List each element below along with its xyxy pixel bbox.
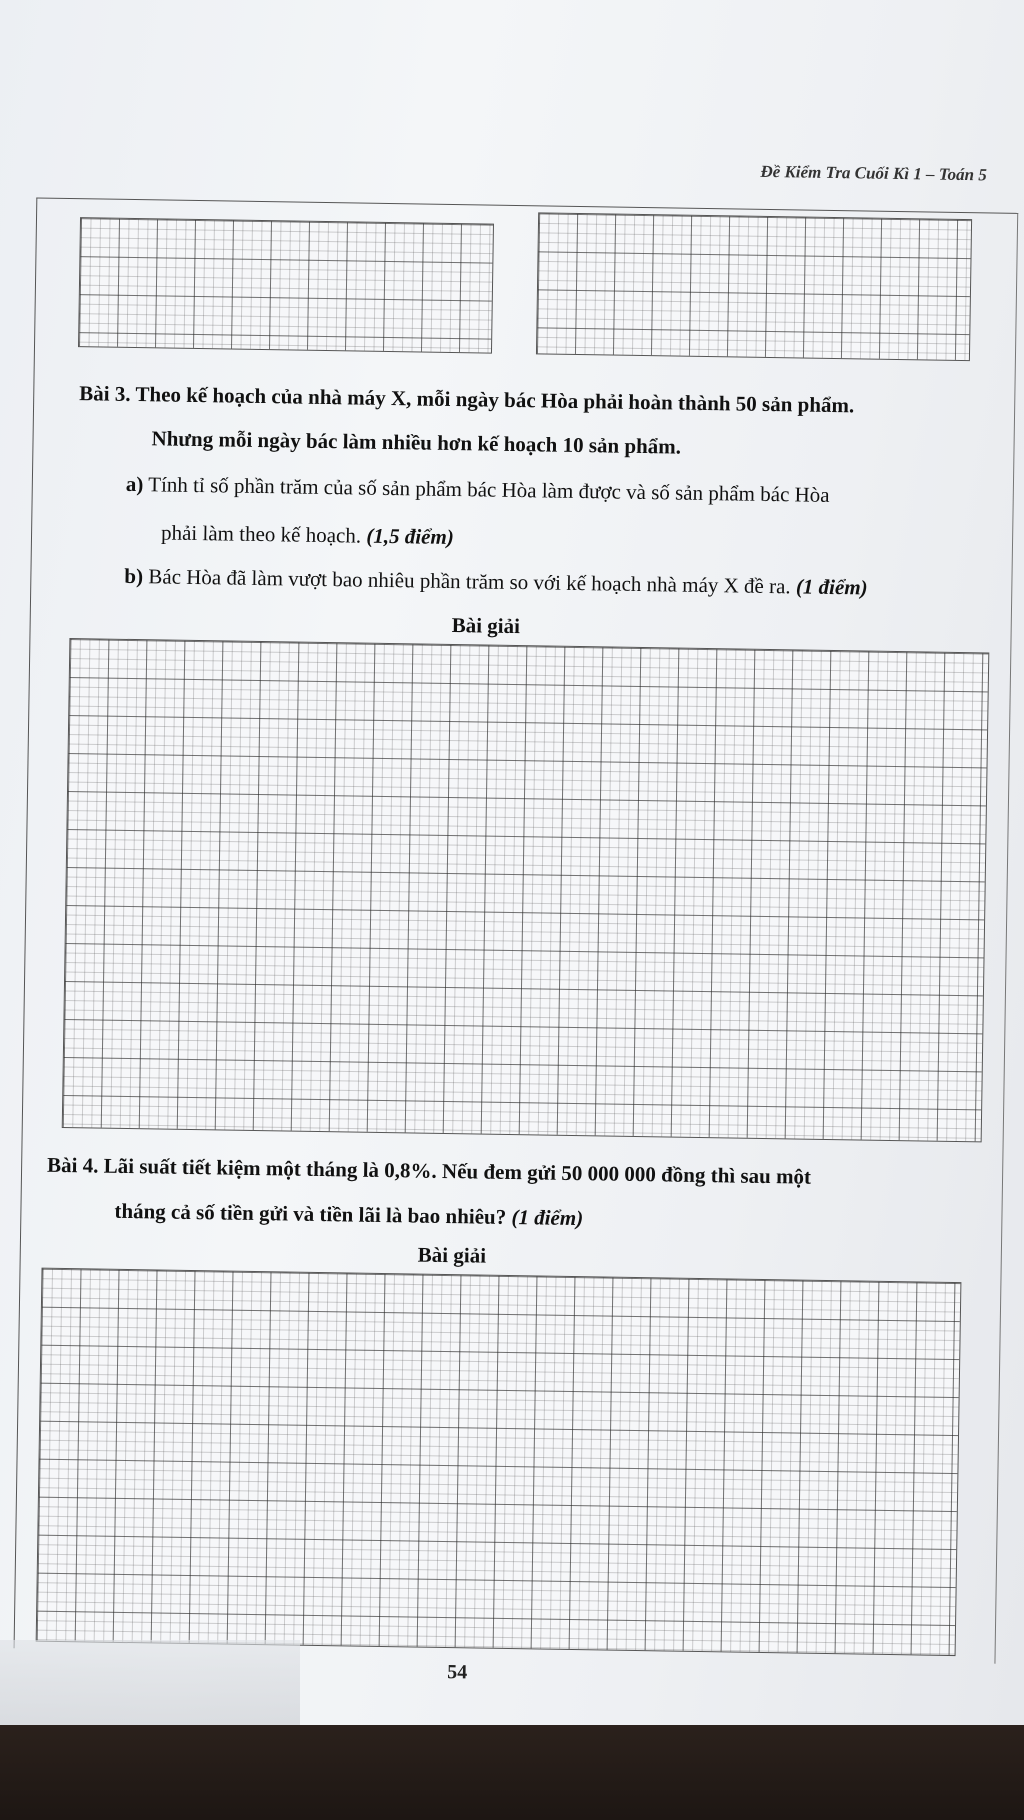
- bai3-a-label: a): [125, 471, 144, 497]
- bai4-label: Bài 4.: [46, 1152, 99, 1178]
- bai4-answer-grid[interactable]: [36, 1268, 962, 1656]
- bai3-line2: Nhưng mỗi ngày bác làm nhiều hơn kế hoạch 10 sản phẩm.: [151, 426, 682, 459]
- bai3-part-a-cont: [161, 520, 454, 550]
- page-fold-shadow: [0, 1640, 300, 1725]
- table-surface: [0, 1725, 1024, 1820]
- bai4-points: (1 điểm): [511, 1205, 584, 1231]
- bai4-line1: Lãi suất tiết kiệm một tháng là 0,8%. Nếu đem gửi 50 000 000 đồng thì sau một: [103, 1153, 812, 1189]
- bai4-solution-heading: Bài giải: [417, 1242, 487, 1268]
- bai3-solution-heading: Bài giải: [451, 613, 521, 639]
- bai3-b-label: b): [124, 563, 144, 589]
- bai3-label: Bài 3.: [79, 381, 131, 406]
- top-left-grid: [78, 217, 494, 353]
- bai3-a-line1: Tính tỉ số phần trăm của số sản phẩm bác Hòa làm được và số sản phẩm bác Hòa: [148, 472, 830, 507]
- bai3-answer-grid[interactable]: [62, 638, 990, 1142]
- bai3-a-points: (1,5 điểm): [366, 523, 455, 550]
- page-number: 54: [447, 1661, 468, 1684]
- bai3-b-points: (1 điểm): [795, 574, 868, 600]
- page-header-title: Đề Kiểm Tra Cuối Kì 1 – Toán 5: [760, 161, 987, 185]
- bai3-b-text: Bác Hòa đã làm vượt bao nhiêu phần trăm so với kế hoạch nhà máy X đề ra.: [148, 564, 791, 599]
- bai3-line1: Theo kế hoạch của nhà máy X, mỗi ngày bác Hòa phải hoàn thành 50 sản phẩm.: [135, 382, 855, 418]
- top-right-grid: [536, 212, 972, 361]
- bai4-line2: tháng cả số tiền gửi và tiền lãi là bao nhiêu?: [114, 1198, 507, 1229]
- bai3-a-line2: phải làm theo kế hoạch.: [160, 520, 362, 548]
